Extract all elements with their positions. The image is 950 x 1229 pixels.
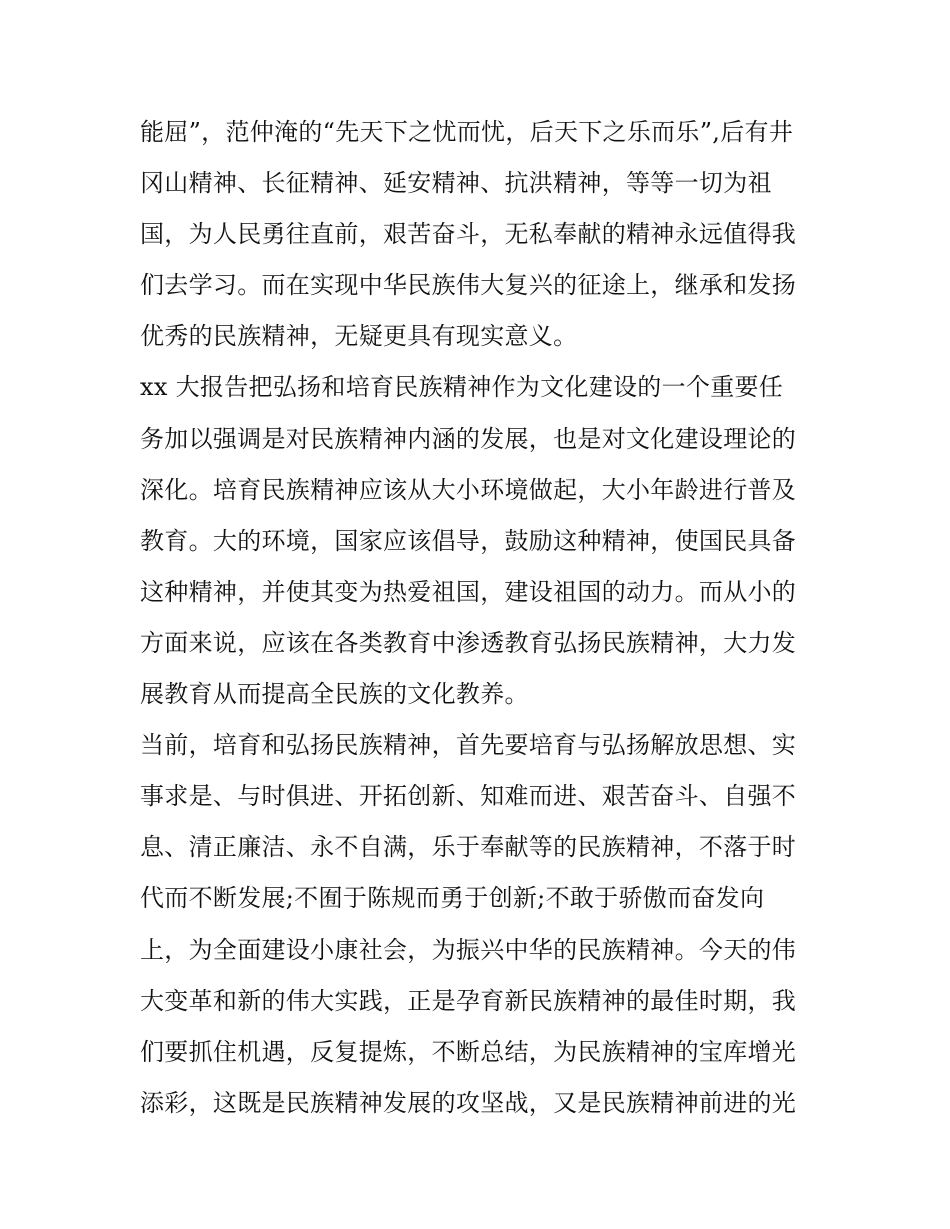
text-line: 当前，培育和弘扬民族精神，首先要培育与弘扬解放思想、实 <box>140 731 797 760</box>
text-line: 国，为人民勇往直前，艰苦奋斗，无私奉献的精神永远值得我 <box>140 220 797 249</box>
text-line: 上，为全面建设小康社会，为振兴中华的民族精神。今天的伟 <box>140 935 797 964</box>
text-line: 添彩，这既是民族精神发展的攻坚战，又是民族精神前进的光 <box>140 1088 797 1117</box>
text-line: 教育。大的环境，国家应该倡导，鼓励这种精神，使国民具备 <box>140 526 797 555</box>
text-line: 息、清正廉洁、永不自满，乐于奉献等的民族精神，不落于时 <box>140 833 797 862</box>
text-line: 能屈”，范仲淹的“先天下之忧而忧，后天下之乐而乐”,后有井 <box>140 118 794 146</box>
text-line: 这种精神，并使其变为热爱祖国，建设祖国的动力。而从小的 <box>140 577 797 606</box>
text-line: 们要抓住机遇，反复提炼，不断总结，为民族精神的宝库增光 <box>140 1037 797 1066</box>
text-line: 优秀的民族精神，无疑更具有现实意义。 <box>140 322 578 351</box>
text-line: xx 大报告把弘扬和培育民族精神作为文化建设的一个重要任 <box>140 373 784 402</box>
text-line: 方面来说，应该在各类教育中渗透教育弘扬民族精神，大力发 <box>140 628 797 657</box>
text-line: 事求是、与时俱进、开拓创新、知难而进、艰苦奋斗、自强不 <box>140 782 797 811</box>
text-line: 们去学习。而在实现中华民族伟大复兴的征途上，继承和发扬 <box>140 271 797 300</box>
body-text <box>140 107 820 1129</box>
text-line: 代而不断发展;不囿于陈规而勇于创新;不敢于骄傲而奋发向 <box>140 884 765 913</box>
text-line: 冈山精神、长征精神、延安精神、抗洪精神，等等一切为祖 <box>140 169 772 198</box>
text-line: 展教育从而提高全民族的文化教养。 <box>140 680 529 709</box>
text-line: 深化。培育民族精神应该从大小环境做起，大小年龄进行普及 <box>140 475 797 504</box>
text-line: 大变革和新的伟大实践，正是孕育新民族精神的最佳时期，我 <box>140 986 797 1015</box>
text-line: 务加以强调是对民族精神内涵的发展，也是对文化建设理论的 <box>140 424 797 453</box>
